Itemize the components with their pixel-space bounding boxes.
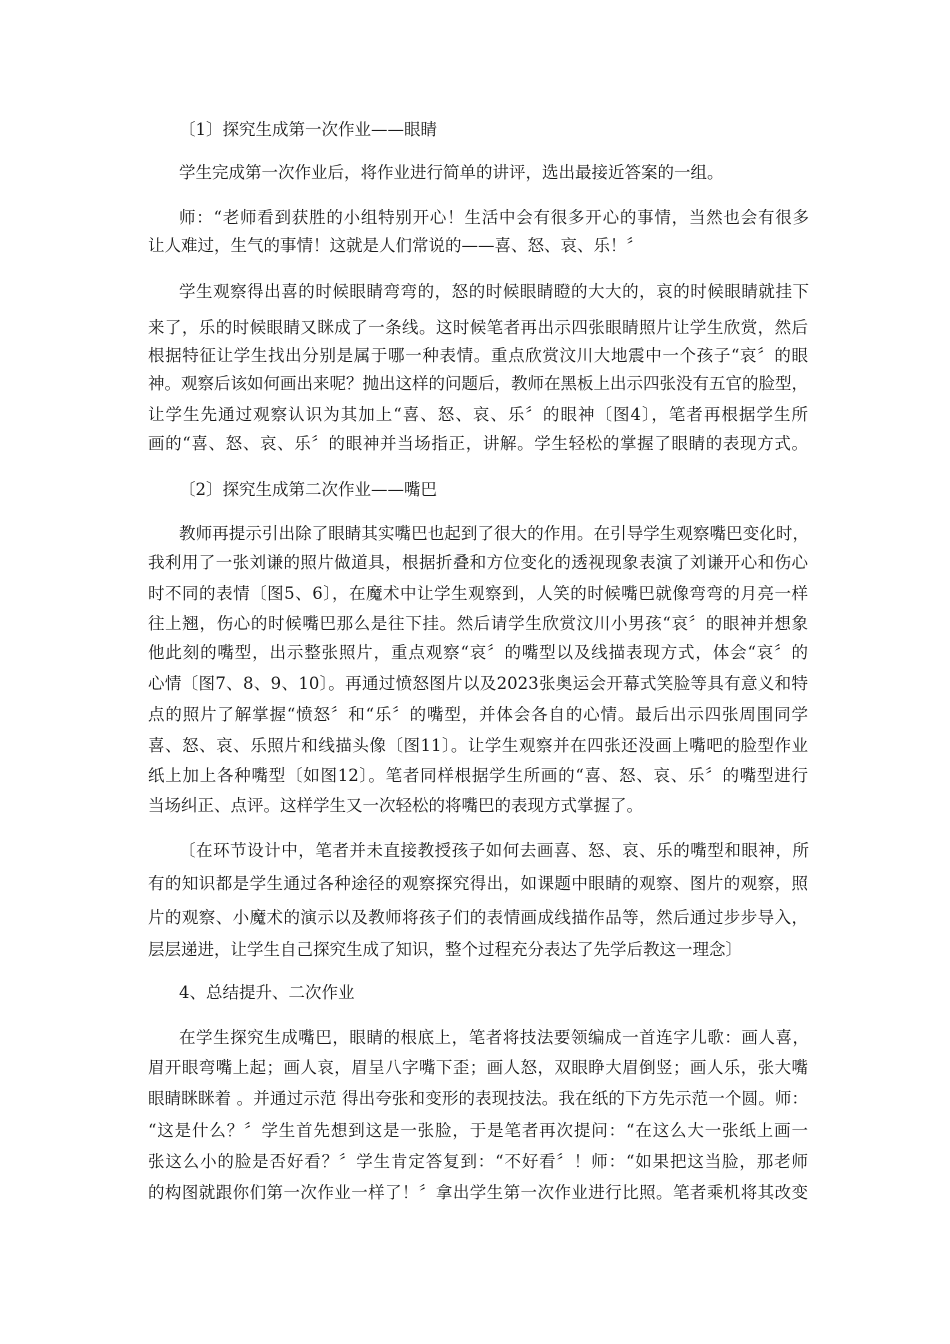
paragraph-4-line: 点的照片了解掌握“愤怒〞和“乐〞的嘴型，并体会各自的心情。最后出示四张周围同学 [148, 705, 808, 724]
paragraph-6-line: 眼睛眯眯着 。并通过示范 得出夸张和变形的表现技法。我在纸的下方先示范一个圆。师： [148, 1089, 808, 1108]
paragraph-4-line: 纸上加上各种嘴型〔如图12〕。笔者同样根据学生所画的“喜、怒、哀、乐〞的嘴型进行 [148, 766, 808, 785]
paragraph-3-line: 画的“喜、怒、哀、乐〞的眼神并当场指正，讲解。学生轻松的掌握了眼睛的表现方式。 [148, 434, 808, 453]
paragraph-4-line: 往上翘，伤心的时候嘴巴那么是往下挂。然后请学生欣赏汶川小男孩“哀〞的眼神并想象 [148, 614, 808, 633]
paragraph-3-line: 学生观察得出喜的时候眼睛弯弯的，怒的时候眼睛瞪的大大的，哀的时候眼睛就挂下 [179, 282, 809, 301]
paragraph-4-line: 心情〔图7、8、9、10〕。再通过愤怒图片以及2023张奥运会开幕式笑脸等具有意义和特 [148, 674, 808, 693]
section-heading-eyes: 〔1〕探究生成第一次作业——眼睛 [179, 120, 437, 139]
paragraph-4-line: 教师再提示引出除了眼睛其实嘴巴也起到了很大的作用。在引导学生观察嘴巴变化时， [179, 524, 809, 543]
paragraph-3-line: 根据特征让学生找出分别是属于哪一种表情。重点欣赏汶川大地震中一个孩子“哀〞的眼 [148, 346, 808, 365]
paragraph-4-line: 当场纠正、点评。这样学生又一次轻松的将嘴巴的表现方式掌握了。 [148, 796, 643, 815]
paragraph-6-line: 张这么小的脸是否好看？〞学生肯定答复到：“不好看〞！师：“如果把这当脸，那老师 [148, 1152, 808, 1171]
section-heading-mouth: 〔2〕探究生成第二次作业——嘴巴 [179, 480, 437, 499]
paragraph-6-line: “这是什么？〞学生首先想到这是一张脸，于是笔者再次提问：“在这么大一张纸上画一 [148, 1121, 808, 1140]
paragraph-5-line: 层层递进，让学生自己探究生成了知识，整个过程充分表达了先学后教这一理念〕 [148, 940, 742, 959]
paragraph-6-line: 眉开眼弯嘴上起；画人哀，眉呈八字嘴下歪；画人怒，双眼睁大眉倒竖；画人乐，张大嘴 [148, 1058, 808, 1077]
paragraph-3-line: 让学生先通过观察认识为其加上“喜、怒、哀、乐〞的眼神〔图4〕，笔者再根据学生所 [148, 405, 808, 424]
paragraph-5-line: 〔在环节设计中，笔者并未直接教授孩子如何去画喜、怒、哀、乐的嘴型和眼神，所 [179, 841, 809, 860]
paragraph-4-line: 他此刻的嘴型，出示整张照片，重点观察“哀〞的嘴型以及线描表现方式，体会“哀〞的 [148, 643, 808, 662]
paragraph-5-line: 有的知识都是学生通过各种途径的观察探究得出，如课题中眼睛的观察、图片的观察，照 [148, 874, 808, 893]
paragraph-3-line: 来了，乐的时候眼睛又眯成了一条线。这时候笔者再出示四张眼睛照片让学生欣赏，然后 [148, 318, 808, 337]
paragraph-4-line: 时不同的表情〔图5、6〕，在魔术中让学生观察到，人笑的时候嘴巴就像弯弯的月亮一样 [148, 584, 808, 603]
paragraph-5-line: 片的观察、小魔术的演示以及教师将孩子们的表情画成线描作品等，然后通过步步导入， [148, 908, 808, 927]
paragraph-1: 学生完成第一次作业后，将作业进行简单的讲评，选出最接近答案的一组。 [179, 163, 724, 182]
paragraph-2-line: 让人难过，生气的事情！这就是人们常说的——喜、怒、哀、乐！〞 [148, 236, 643, 255]
paragraph-6-line: 的构图就跟你们第一次作业一样了！〞拿出学生第一次作业进行比照。笔者乘机将其改变 [148, 1183, 808, 1202]
section-heading-summary: 4、总结提升、二次作业 [179, 983, 355, 1002]
paragraph-4-line: 我利用了一张刘谦的照片做道具，根据折叠和方位变化的透视现象表演了刘谦开心和伤心 [148, 553, 808, 572]
paragraph-6-line: 在学生探究生成嘴巴，眼睛的根底上，笔者将技法要领编成一首连字儿歌：画人喜， [179, 1028, 809, 1047]
paragraph-3-line: 神。观察后该如何画出来呢？抛出这样的问题后，教师在黑板上出示四张没有五官的脸型， [148, 374, 808, 393]
paragraph-2-line: 师：“老师看到获胜的小组特别开心！生活中会有很多开心的事情，当然也会有很多 [179, 208, 809, 227]
paragraph-4-line: 喜、怒、哀、乐照片和线描头像〔图11〕。让学生观察并在四张还没画上嘴吧的脸型作业 [148, 736, 808, 755]
